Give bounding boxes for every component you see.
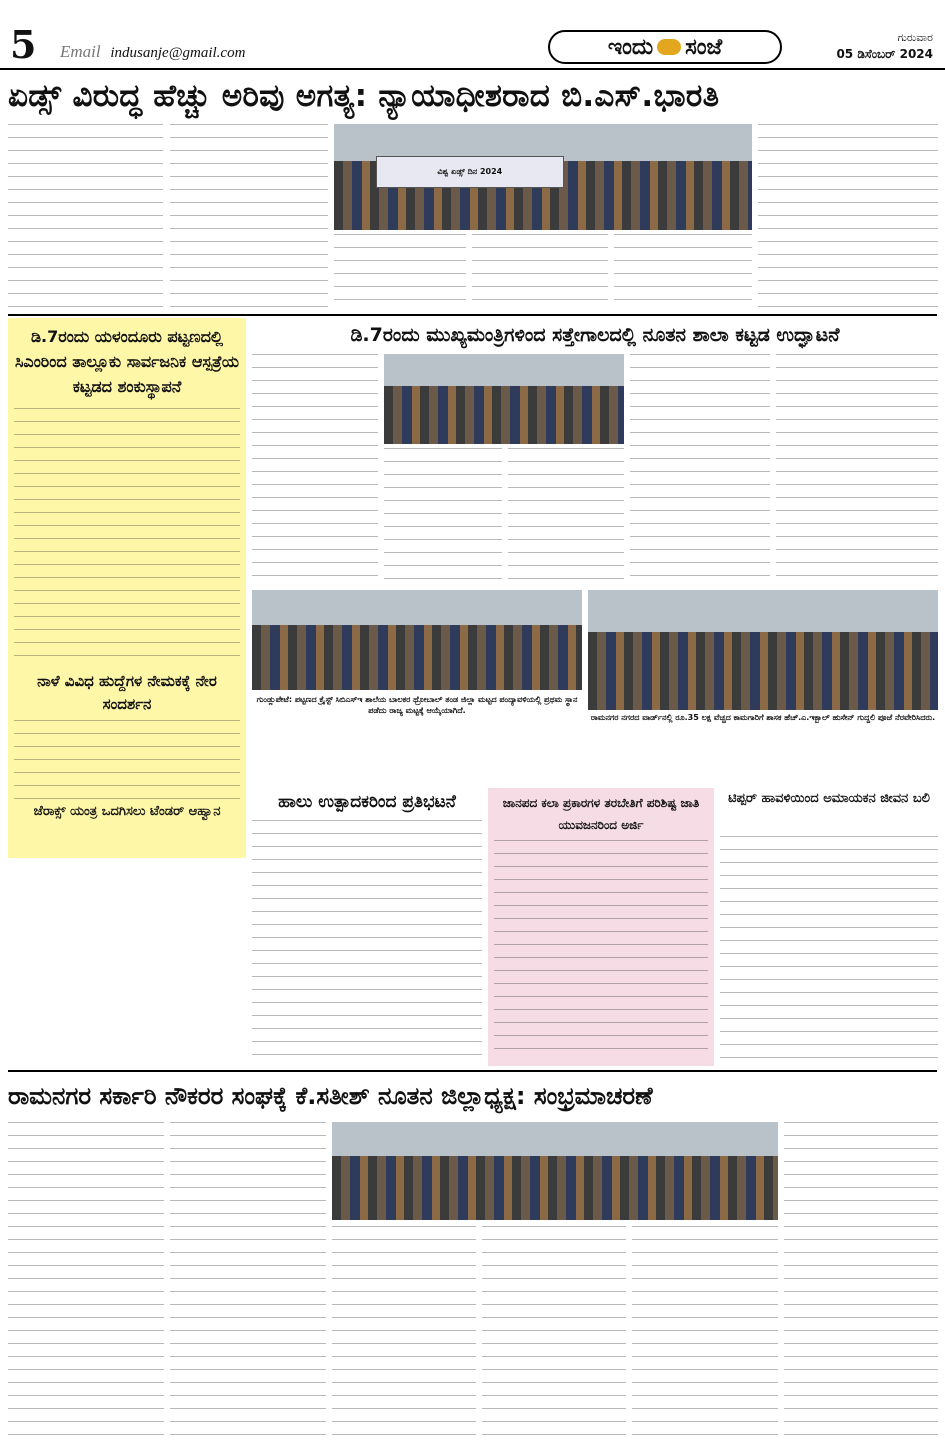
ceremony-photo-caption: ರಾಮನಗರ ನಗರದ ವಾರ್ಡ್‌ನಲ್ಲಿ ರೂ.35 ಲಕ್ಷ ವೆಚ್ಚದ ಕಾಮಗಾರಿಗೆ ಶಾಸಕ ಹೆಚ್.ಎ.ಇಕ್ಬಾಲ್ ಹುಸೇನ್ ಗುದ್ದಲಿ ಪೂಜೆ ನೆರವೇರಿಸಿದರು. (590, 713, 936, 722)
weekday: ಗುರುವಾರ (897, 31, 933, 44)
lead-headline: ಏಡ್ಸ್ ವಿರುದ್ಧ ಹೆಚ್ಚು ಅರಿವು ಅಗತ್ಯ: ನ್ಯಾಯಾಧೀಶರಾದ ಬಿ.ಎಸ್.ಭಾರತಿ (8, 77, 720, 114)
folk-story (488, 788, 714, 1066)
school-body-col-5 (776, 354, 938, 584)
lead-story-col-1 (8, 124, 163, 310)
lead-story-col-2 (170, 124, 328, 310)
folk-body (494, 840, 708, 1060)
issue-date: 05 ಡಿಸೆಂಬರ್ 2024 (836, 47, 933, 61)
meeting-photo (384, 354, 624, 444)
newspaper-logo (548, 30, 782, 64)
students-photo-caption: ಗುಂಡ್ಲುಪೇಟೆ: ಪಟ್ಟಣದ ಕ್ರೈಸ್ಟ್ ಸಿಬಿಎಸ್ಇ ಶಾಲೆಯ ಬಾಲಕರ ಥ್ರೋಬಾಲ್ ತಂಡ ಜಿಲ್ಲಾ ಮಟ್ಟದ ಪಂದ್ಯಾವಳಿಯಲ್ಲಿ ಪ್ರಥಮ ಸ್ಥಾನ ಪಡೆದು ರಾಜ್ಯ ಮಟ್ಟಕ್ಕೆ ಆಯ್ಕೆಯಾಗಿದೆ. (256, 695, 578, 715)
xerox-headline: ಜೆರಾಕ್ಸ್ ಯಂತ್ರ ಒದಗಿಸಲು ಟೆಂಡರ್ ಆಹ್ವಾನ (33, 804, 221, 819)
students-team-photo (252, 590, 582, 690)
tipper-body (720, 836, 938, 1066)
masthead (0, 0, 945, 70)
yelandur-headline: ಡಿ.7ರಂದು ಯಳಂದೂರು ಪಟ್ಟಣದಲ್ಲಿ ಸಿಎಂರಿಂದ ತಾಲ್ಲೂಕು ಸಾರ್ವಜನಿಕ ಆಸ್ಪತ್ರೆಯ ಕಟ್ಟಡದ ಶಂಕುಸ್ಥಾಪನೆ (14, 327, 240, 396)
folk-headline: ಜಾನಪದ ಕಲಾ ಪ್ರಕಾರಗಳ ತರಬೇತಿಗೆ ಪರಿಶಿಷ್ಟ ಜಾತಿ ಯುವಜನರಿಂದ ಅರ್ಜಿ (502, 796, 700, 832)
rally-banner: ವಿಶ್ವ ಏಡ್ಸ್ ದಿನ 2024 (376, 156, 564, 188)
interview-headline: ನಾಳೆ ವಿವಿಧ ಹುದ್ದೆಗಳ ನೇಮಕಕ್ಕೆ ನೇರ ಸಂದರ್ಶನ (37, 672, 217, 713)
lead-story-col-3 (334, 234, 466, 310)
bottom-section-divider (8, 1070, 937, 1072)
milk-body (252, 820, 482, 1058)
section-divider (8, 314, 937, 316)
bottom-story-col-2 (170, 1122, 326, 1438)
school-body-col-1 (252, 354, 378, 584)
bottom-story-col-3 (332, 1226, 476, 1438)
bottom-headline: ರಾಮನಗರ ಸರ್ಕಾರಿ ನೌಕರರ ಸಂಘಕ್ಕೆ ಕೆ.ಸತೀಶ್ ನೂತನ ಜಿಲ್ಲಾಧ್ಯಕ್ಷ: ಸಂಭ್ರಮಾಚರಣೆ (8, 1082, 653, 1110)
school-body-col-2 (384, 448, 502, 584)
bottom-story-col-6 (784, 1122, 938, 1438)
school-body-col-3 (508, 448, 624, 584)
school-headline: ಡಿ.7ರಂದು ಮುಖ್ಯಮಂತ್ರಿಗಳಿಂದ ಸತ್ತೇಗಾಲದಲ್ಲಿ ನೂತನ ಶಾಲಾ ಕಟ್ಟಡ ಉದ್ಘಾಟನೆ (350, 324, 840, 346)
logo-left-text: ಇಂದು (607, 34, 654, 60)
ceremony-photo (588, 590, 938, 710)
interview-body (14, 720, 240, 800)
milk-headline: ಹಾಲು ಉತ್ಪಾದಕರಿಂದ ಪ್ರತಿಭಟನೆ (278, 792, 456, 812)
lead-story-col-6 (758, 124, 938, 310)
lead-story-col-4 (472, 234, 608, 310)
email-line (60, 42, 245, 62)
page-number: 5 (10, 22, 37, 67)
logo-sun-icon (657, 39, 681, 55)
bottom-story-col-4 (482, 1226, 626, 1438)
bottom-story-col-1 (8, 1122, 164, 1438)
aids-rally-photo (334, 124, 752, 230)
yelandur-body (14, 408, 240, 658)
dateline (836, 30, 933, 62)
bottom-story-col-5 (632, 1226, 778, 1438)
tipper-headline: ಟಿಪ್ಪರ್ ಹಾವಳಿಯಿಂದ ಅಮಾಯಕನ ಜೀವನ ಬಲಿ (728, 791, 930, 806)
email-address: indusanje@gmail.com (110, 45, 246, 61)
lead-story-col-5 (614, 234, 752, 310)
celebration-photo (332, 1122, 778, 1220)
email-label: Email (60, 42, 101, 61)
logo-right-text: ಸಂಜೆ (685, 34, 723, 60)
school-body-col-4 (630, 354, 770, 584)
yelandur-story (8, 318, 246, 858)
